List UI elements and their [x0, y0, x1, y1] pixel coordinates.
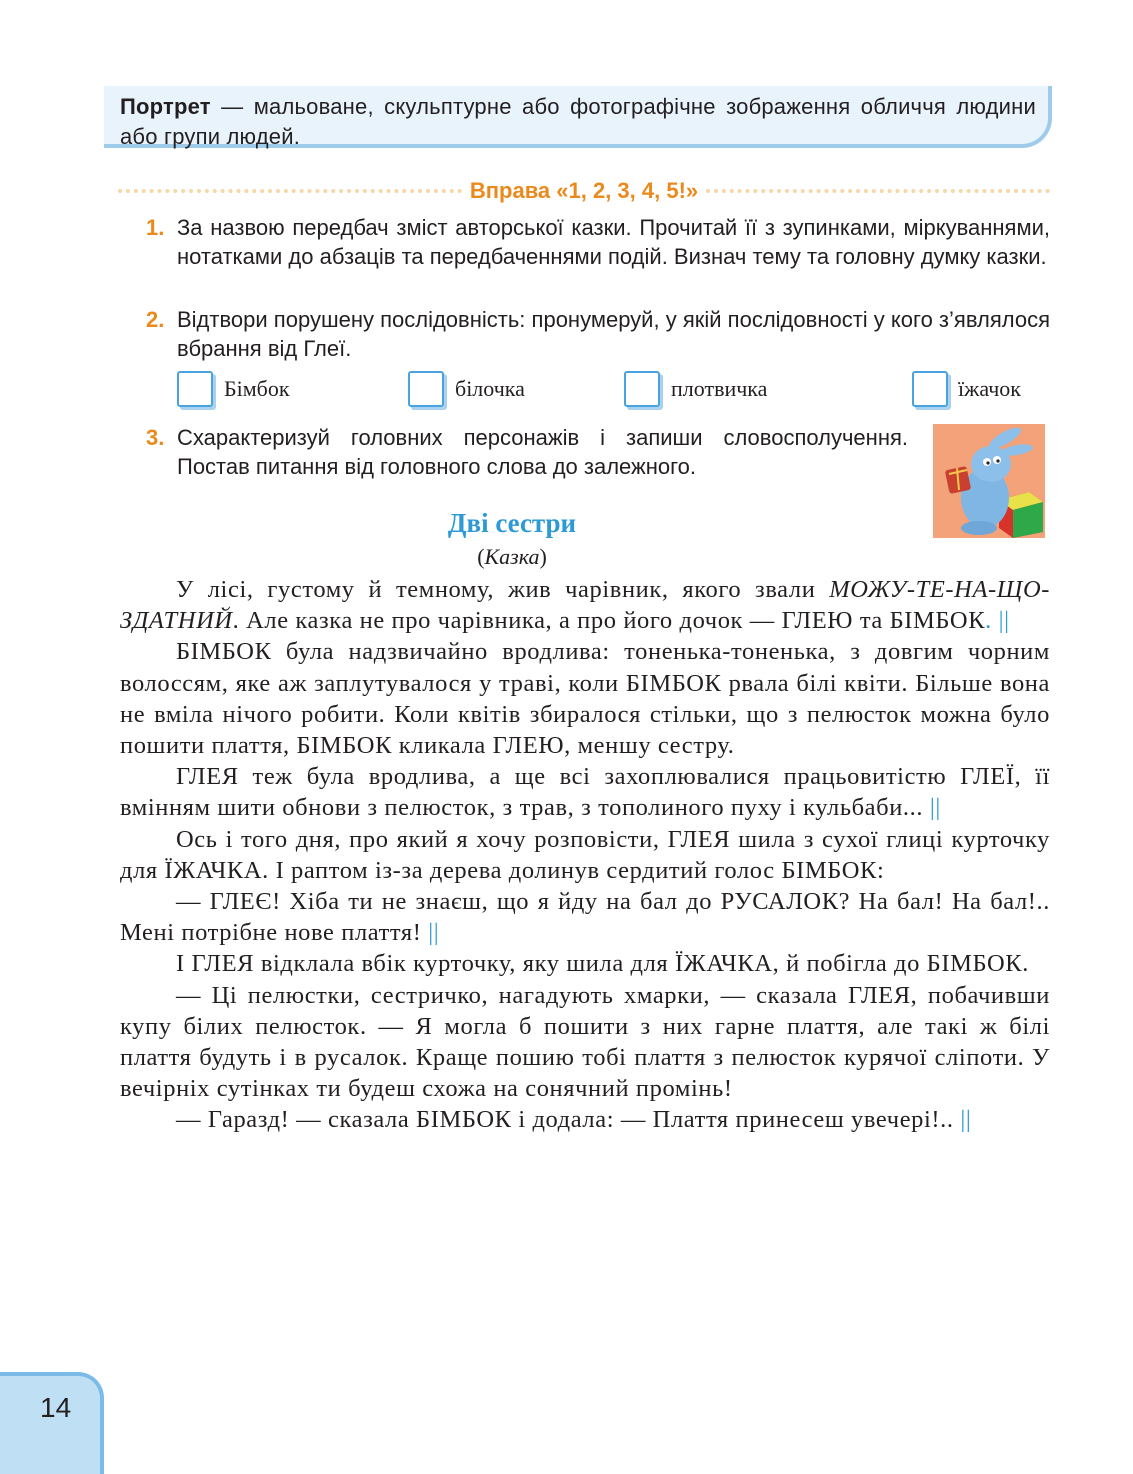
task-number: 3.	[146, 425, 165, 450]
story-title: Дві сестри	[447, 508, 577, 538]
order-checkbox-bimbok[interactable]	[177, 371, 213, 407]
story-paragraph	[120, 1104, 1050, 1135]
story-paragraph: Ось і того дня, про який я хочу розповісти, ГЛЕЯ шила з сухої глиці курточку для ЇЖАЧКА. І раптом із-за дерева долинув сердитий голос БІМБОК:	[120, 825, 1050, 884]
task-2	[146, 305, 1050, 363]
wizard-name: МОЖУ-ТЕ-НА-ЩО-ЗДАТНИЙ	[120, 576, 1050, 635]
order-label: їжачок	[958, 376, 1021, 401]
dotted-divider-left	[118, 189, 462, 193]
story-fragment: ГЛЕЯ теж була вродлива, а ще всі захоплювалися працьовитістю ГЛЕЇ, її вмінням шити обнови з пелюсток, з трав, з тополиного пуху і кульбаби...	[120, 763, 1050, 822]
exercise-header	[118, 176, 1050, 206]
pause-mark: ||	[428, 919, 440, 947]
story-fragment: .	[985, 607, 992, 635]
story-paragraph: — Ці пелюстки, сестричко, нагадують хмарки, — сказала ГЛЕЯ, побачивши купу білих пелюсток. — Я могла б пошити з них гарне плаття, але такі ж білі плаття будуть і в русалок. Краще пошию тобі плаття з пелюсток курячої сліпоти. У вечірніх сутінках ти будеш схожа на сонячний промінь!	[120, 981, 1050, 1103]
story-paragraph: І ГЛЕЯ відклала вбік курточку, яку шила для ЇЖАЧКА, й побігла до БІМБОК.	[176, 950, 1029, 978]
story-fragment: . Але казка не про чарівника, а про його дочок — ГЛЕЮ та БІМБОК	[232, 607, 986, 635]
paren-open: (	[477, 544, 485, 569]
story-paragraph	[120, 574, 1050, 636]
definition-box	[104, 86, 1052, 148]
story-text	[120, 574, 1050, 1136]
task-text: Схарактеризуй головних персонажів і запиши словосполучення. Постав питання від головного слова до залежного.	[177, 425, 908, 479]
pause-mark: ||	[929, 794, 941, 822]
exercise-title: Вправа «1, 2, 3, 4, 5!»	[469, 178, 699, 203]
definition-term: Портрет	[120, 94, 211, 119]
page-number: 14	[40, 1392, 72, 1423]
task-number: 1.	[146, 215, 165, 240]
order-label: Бімбок	[224, 376, 290, 401]
order-checkbox-yizhachok[interactable]	[912, 371, 948, 407]
order-checkbox-bilochka[interactable]	[408, 371, 444, 407]
story-paragraph	[120, 886, 1050, 948]
definition-text: — мальоване, скульптурне або фотографічне зображення обличчя людини або групи людей.	[120, 94, 1036, 149]
task-text: Відтвори порушену послідовність: пронумеруй, у якій послідовності у кого з’являлося вбрання від Глеї.	[177, 307, 1050, 361]
paren-close: )	[539, 544, 547, 569]
story-subtitle	[400, 544, 624, 570]
story-paragraph	[120, 761, 1050, 823]
order-label: плотвичка	[671, 376, 768, 401]
task-1	[146, 213, 1050, 271]
order-label: білочка	[455, 376, 525, 401]
pause-mark: ||	[998, 607, 1010, 635]
rabbit-illustration	[933, 424, 1045, 538]
dotted-divider-right	[706, 189, 1050, 193]
story-fragment: — Гаразд! — сказала БІМБОК і додала: — Плаття принесеш увечері!..	[176, 1106, 954, 1134]
story-fragment: У лісі, густому й темному, жив чарівник, якого звали	[176, 576, 830, 603]
story-fragment: — ГЛЕЄ! Хіба ти не знаєш, що я йду на бал до РУСАЛОК? На бал! На бал!.. Мені потрібне нове плаття!	[120, 888, 1050, 947]
story-paragraph: БІМБОК була надзвичайно вродлива: тоненька-тоненька, з довгим чорним волоссям, яке аж заплутувалося у траві, коли БІМБОК рвала білі квіти. Більше вона не вміла нічого робити. Коли квітів збиралося стільки, що з пелюсток можна було пошити плаття, БІМБОК кликала ГЛЕЮ, меншу сестру.	[120, 638, 1050, 760]
task-3	[146, 423, 908, 481]
pause-mark: ||	[960, 1106, 972, 1134]
genre-label: Казка	[484, 544, 540, 569]
order-checkbox-plotvychka[interactable]	[624, 371, 660, 407]
task-text: За назвою передбач зміст авторської казки. Прочитай її з зупинками, міркуваннями, нотатками до абзаців та передбаченнями подій. Визнач тему та головну думку казки.	[177, 215, 1050, 269]
task-number: 2.	[146, 307, 165, 332]
